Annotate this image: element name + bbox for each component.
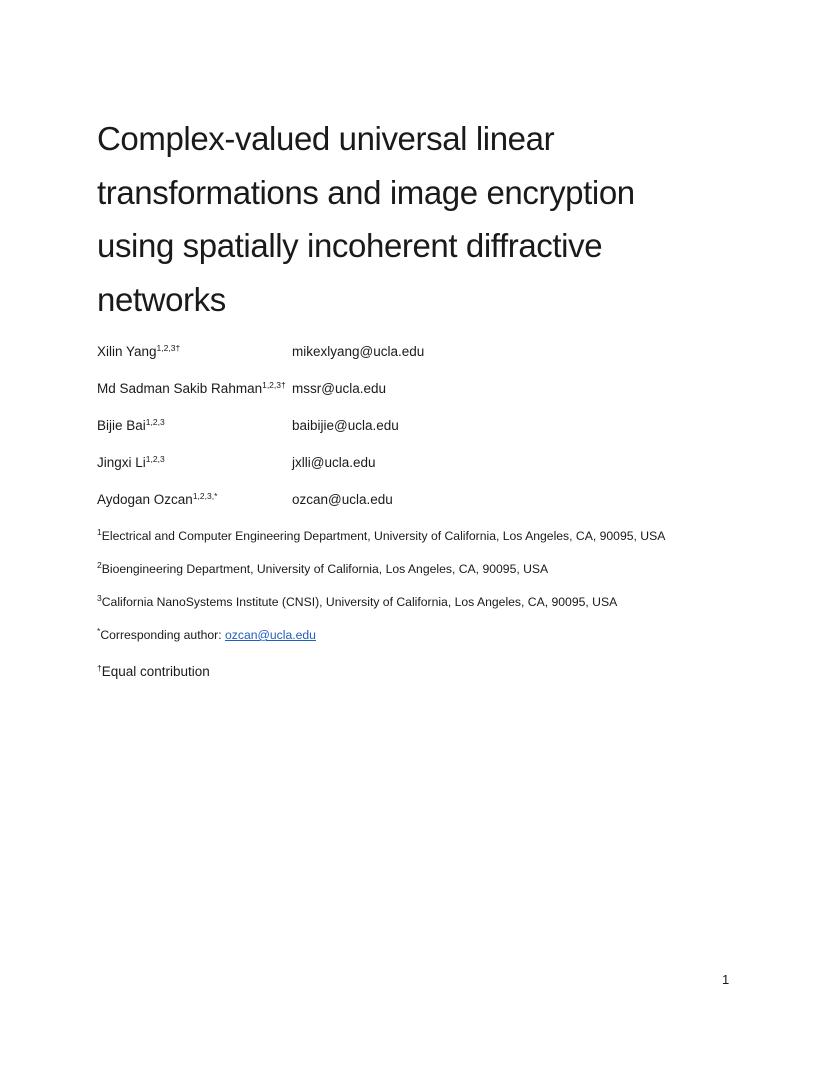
equal-contribution-marker: † — [97, 663, 102, 673]
author-name: Md Sadman Sakib Rahman$^{1,2,3\dagger}$ — [97, 380, 286, 396]
affiliation — [97, 561, 737, 594]
affiliation-marker: 2 — [97, 560, 102, 570]
author-list — [97, 343, 717, 528]
affiliation-text: California NanoSystems Institute (CNSI), University of California, Los Angeles, CA, 90095, USA — [101, 595, 618, 609]
affiliation-marker: 3 — [97, 593, 102, 603]
author-email: mssr@ucla.edu — [292, 381, 386, 396]
author-email: mikexlyang@ucla.edu — [292, 344, 425, 359]
affiliation — [97, 594, 737, 627]
corresponding-author — [97, 627, 737, 660]
author-row — [97, 343, 717, 380]
equal-contribution-text: Equal contribution — [101, 664, 210, 679]
title-line: using spatially incoherent diffractive — [97, 227, 603, 264]
author-email: ozcan@ucla.edu — [292, 492, 393, 507]
affiliation-marker: 1 — [97, 527, 102, 537]
equal-contribution-note — [97, 663, 210, 681]
author-row — [97, 454, 717, 491]
author-name: Bijie Bai$^{1,2,3}$ — [97, 417, 165, 433]
corresponding-label: Corresponding author: — [100, 628, 225, 642]
author-row — [97, 380, 717, 417]
author-affiliation-marker: 1,2,3 — [145, 417, 165, 427]
page-number: 1 — [722, 972, 730, 987]
affiliation-list — [97, 528, 737, 660]
author-email: jxlli@ucla.edu — [292, 455, 376, 470]
author-affiliation-marker: 1,2,3,* — [192, 491, 218, 501]
author-email: baibijie@ucla.edu — [292, 418, 399, 433]
corresponding-email-link[interactable]: ozcan@ucla.edu — [224, 628, 316, 642]
title-line: networks — [97, 280, 226, 318]
author-name: Xilin Yang$^{1,2,3\dagger}$ — [97, 343, 181, 359]
corresponding-marker: * — [97, 626, 101, 636]
author-affiliation-marker: 1,2,3† — [156, 343, 181, 353]
author-name: Aydogan Ozcan$^{1,2,3,*}$ — [97, 491, 218, 507]
affiliation — [97, 528, 737, 561]
title-line: transformations and image encryption — [97, 173, 635, 211]
title-line: Complex-valued universal linear — [97, 120, 555, 157]
paper-title — [97, 112, 737, 326]
author-row — [97, 417, 717, 454]
affiliation-text: Electrical and Computer Engineering Department, University of California, Los Angeles, CA, 90095, USA — [101, 529, 666, 543]
author-affiliation-marker: 1,2,3† — [262, 380, 286, 390]
author-row — [97, 491, 717, 528]
affiliation-text: Bioengineering Department, University of California, Los Angeles, CA, 90095, USA — [101, 562, 549, 576]
author-name: Jingxi Li$^{1,2,3}$ — [97, 454, 165, 470]
author-affiliation-marker: 1,2,3 — [145, 454, 165, 464]
